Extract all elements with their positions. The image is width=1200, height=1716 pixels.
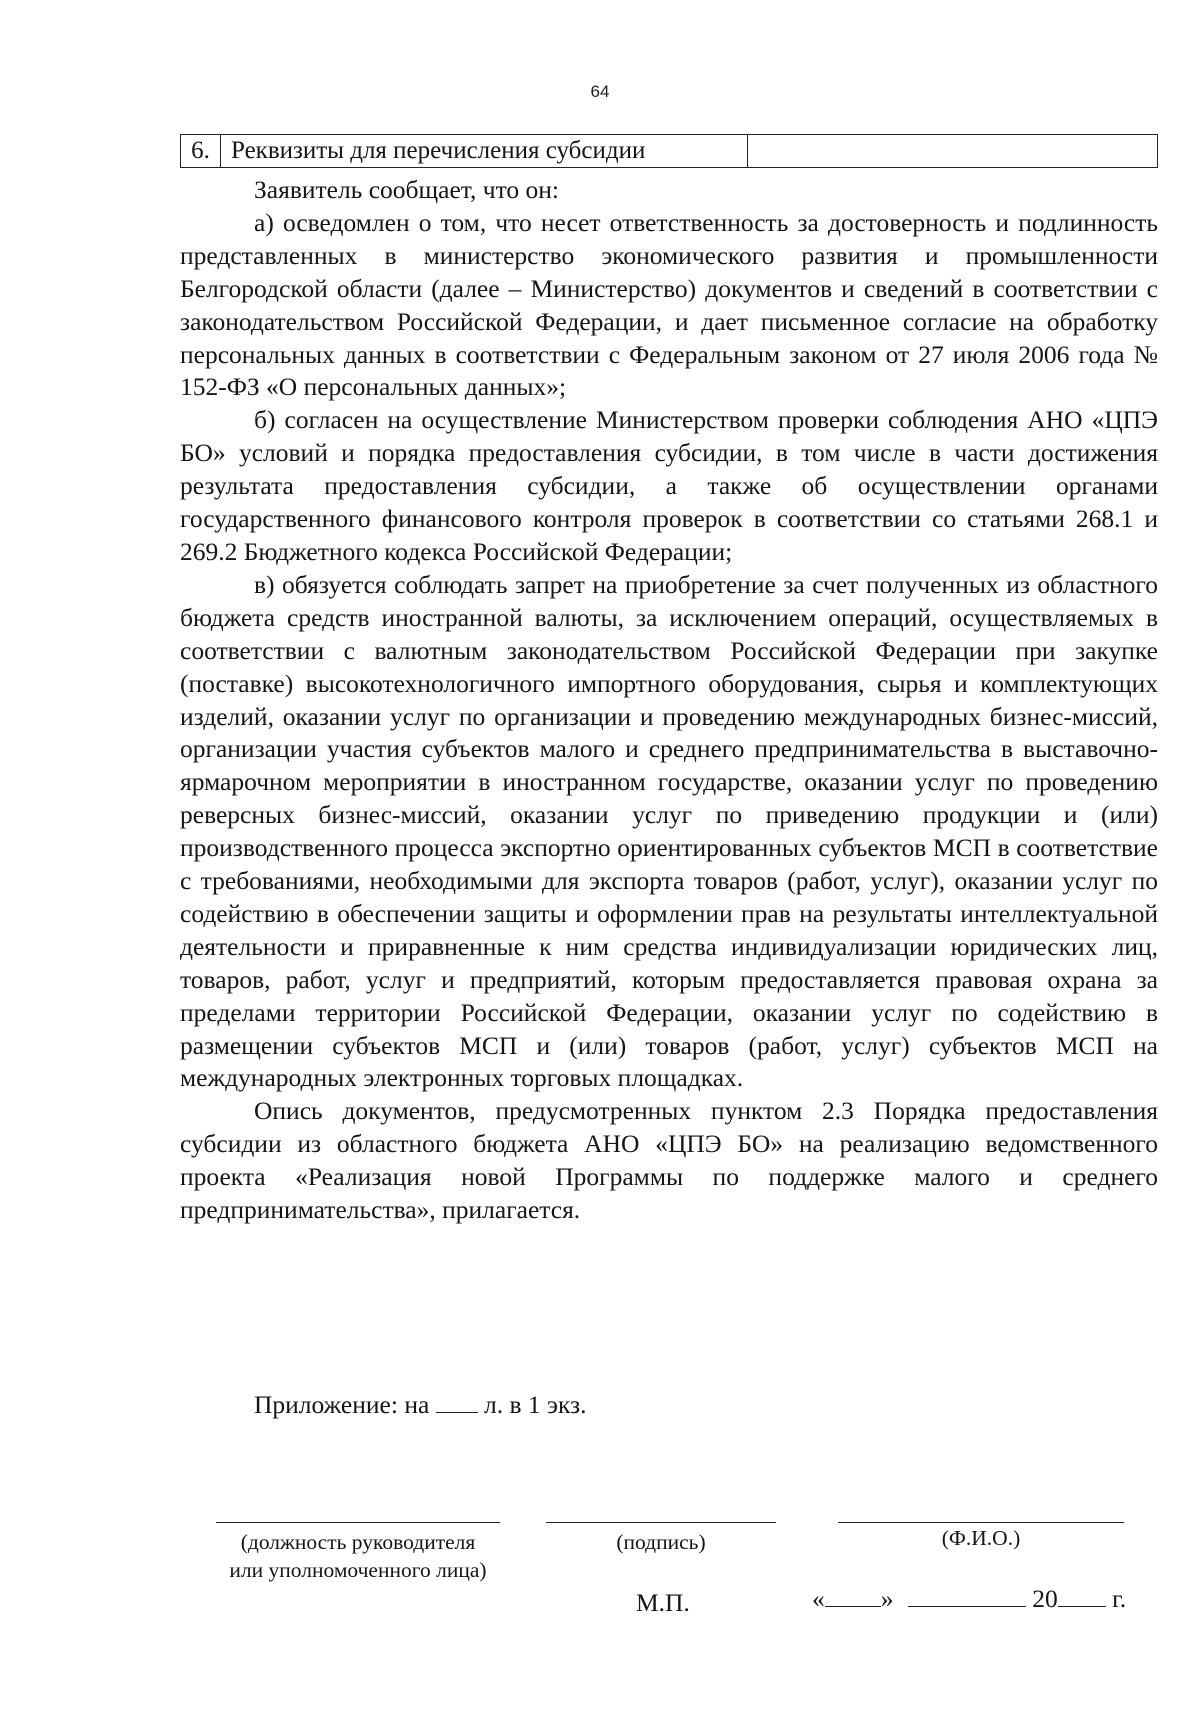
document-body xyxy=(180,174,1158,1227)
clause-b: б) согласен на осуществление Министерством проверки соблюдения АНО «ЦПЭ БО» условий и порядка предоставления субсидии, в том числе в части достижения результата предоставления субсидии, а также об осуществлении органами государственного финансового контроля проверок в соответствии со статьями 268.1 и 269.2 Бюджетного кодекса Российской Федерации; xyxy=(180,405,1158,566)
clause-c: в) обязуется соблюдать запрет на приобретение за счет полученных из областного бюджета средств иностранной валюты, за исключением операций, осуществляемых в соответствии с валютным законодательством Российской Федерации при закупке (поставке) высокотехнологичного импортного оборудования, сырья и комплектующих изделий, оказании услуг по организации и проведению международных бизнес-миссий, организации участия субъектов малого и среднего предпринимательства в выставочно-ярмарочном мероприятии в иностранном государстве, оказании услуг по проведению реверсных бизнес-миссий, оказании услуг по приведению продукции и (или) производственного процесса экспортно ориентированных субъектов МСП в соответствие с требованиями, необходимыми для экспорта товаров (работ, услуг), оказании услуг по содействию в обеспечении защиты и оформлении прав на результаты интеллектуальной деятельности и приравненные к ним средства индивидуализации юридических лиц, товаров, работ, услуг и предприятий, которым предоставляется правовая охрана за пределами территории Российской Федерации, оказании услуг по содействию в размещении субъектов МСП и (или) товаров (работ, услуг) субъектов МСП на международных электронных торговых площадках. xyxy=(180,569,1158,1093)
row-number: 6. xyxy=(181,135,221,167)
row-value-cell xyxy=(748,135,1157,167)
page-number: 64 xyxy=(590,82,610,101)
stamp-place: М.П. xyxy=(636,1588,690,1617)
sign-signature-line xyxy=(546,1522,776,1523)
attachment-prefix: Приложение: на xyxy=(254,1390,430,1419)
attachment-pages-blank xyxy=(436,1390,478,1413)
attachment-suffix: л. в 1 экз. xyxy=(484,1390,587,1419)
row-label: Реквизиты для перечисления субсидии xyxy=(221,135,748,167)
date-line xyxy=(812,1584,1126,1614)
date-year-blank xyxy=(1058,1584,1106,1607)
position-caption xyxy=(206,1528,510,1584)
position-signature-line xyxy=(216,1522,500,1523)
date-close-quote: » xyxy=(880,1584,894,1613)
date-month-blank xyxy=(908,1584,1026,1607)
date-year-prefix: 20 xyxy=(1032,1584,1058,1613)
inventory-paragraph: Опись документов, предусмотренных пунктом 2.3 Порядка предоставления субсидии из областного бюджета АНО «ЦПЭ БО» на реализацию ведомственного проекта «Реализация новой Программы по поддержке малого и среднего предпринимательства», прилагается. xyxy=(180,1096,1158,1225)
clause-a: а) осведомлен о том, что несет ответственность за достоверность и подлинность представленных в министерство экономического развития и промышленности Белгородской области (далее – Министерство) документов и сведений в соответствии с законодательством Российской Федерации, и дает письменное согласие на обработку персональных данных в соответствии с Федеральным законом от 27 июля 2006 года № 152-ФЗ «О персональных данных»; xyxy=(180,207,1158,402)
attachment-line xyxy=(254,1390,587,1420)
sign-caption: (подпись) xyxy=(616,1530,706,1554)
position-caption-line2: или уполномоченного лица) xyxy=(229,1558,487,1582)
date-day-blank xyxy=(825,1584,881,1607)
requisites-table-row xyxy=(180,134,1158,168)
name-signature-line xyxy=(838,1522,1124,1523)
position-caption-line1: (должность руководителя xyxy=(240,1530,476,1554)
name-caption: (Ф.И.О.) xyxy=(941,1526,1021,1550)
date-open-quote: « xyxy=(812,1584,825,1613)
date-year-suffix: г. xyxy=(1112,1584,1127,1613)
intro-line: Заявитель сообщает, что он: xyxy=(254,175,559,204)
